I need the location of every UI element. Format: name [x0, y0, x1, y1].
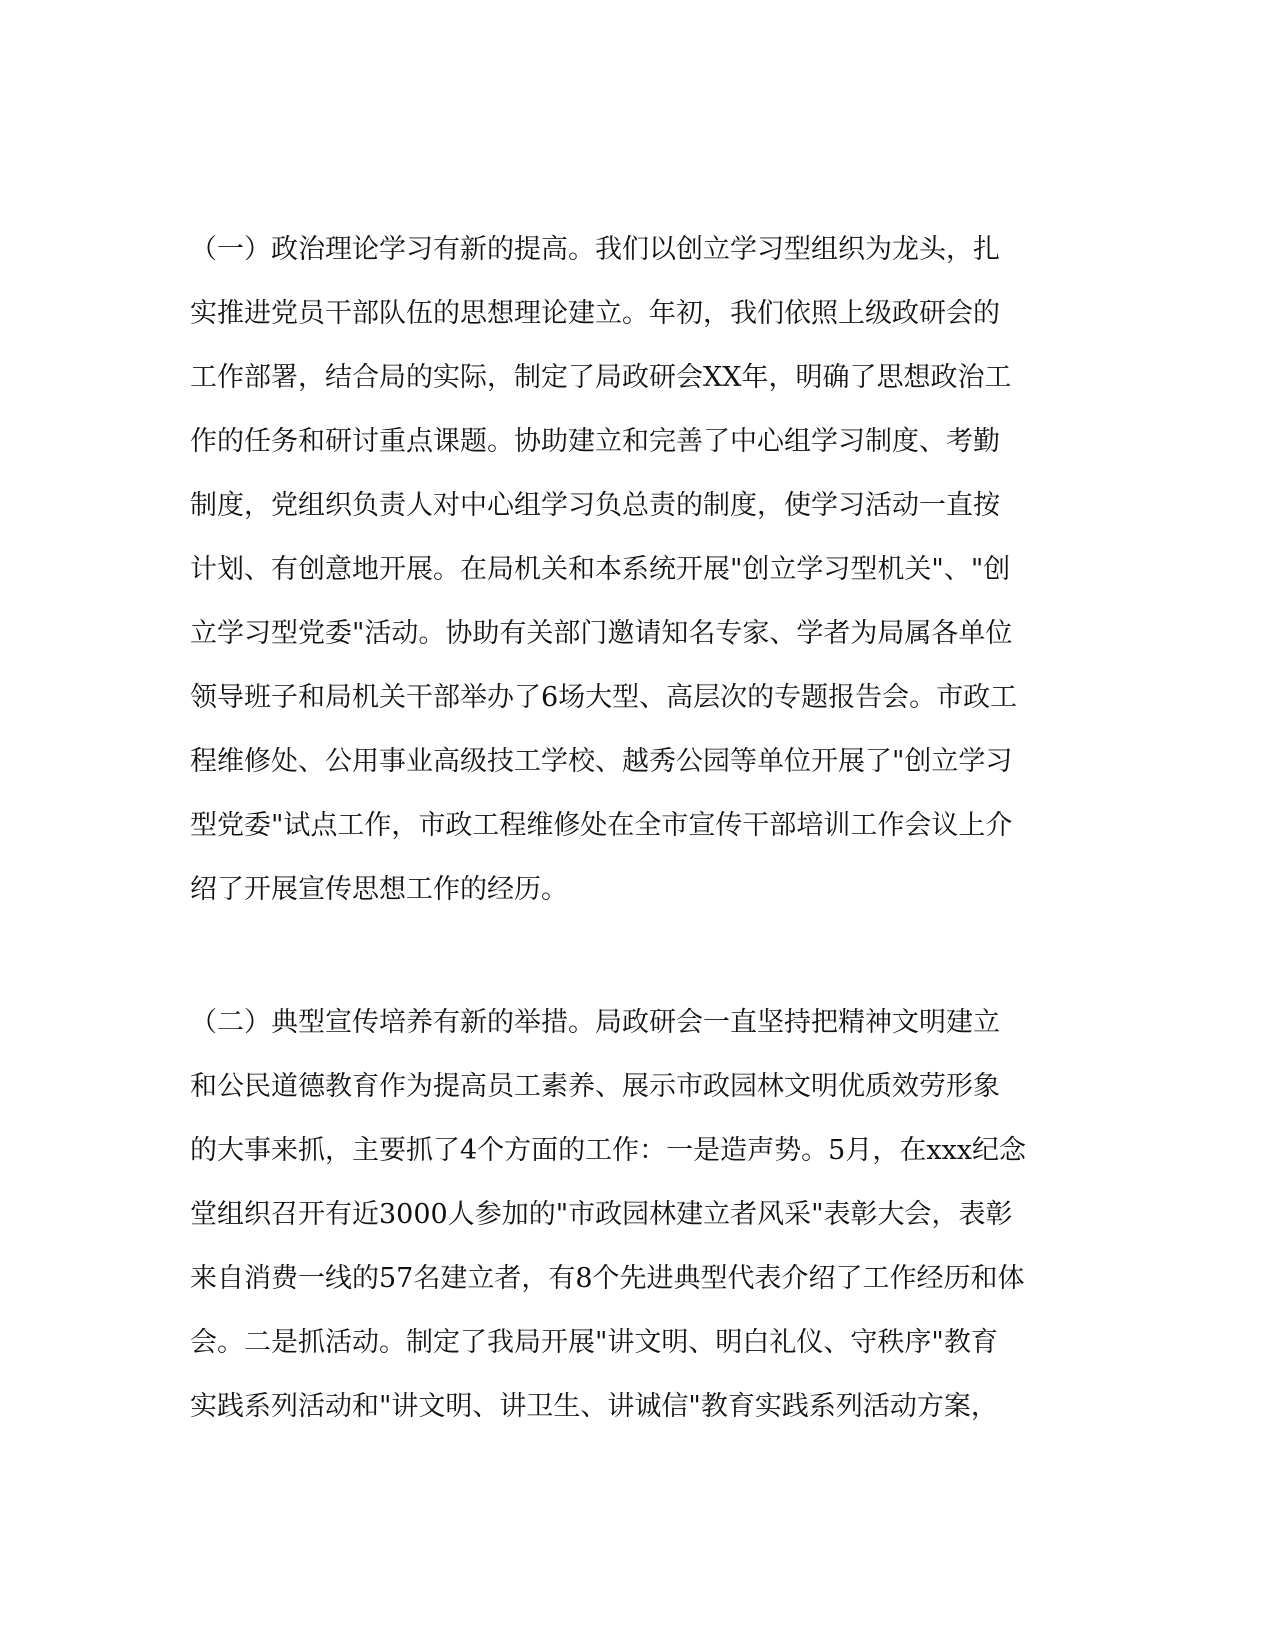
text-line: 会。二是抓活动。制定了我局开展"讲文明、明白礼仪、守秩序"教育 — [190, 1327, 998, 1358]
text-line: 程维修处、公用事业高级技工学校、越秀公园等单位开展了"创立学习 — [190, 746, 1013, 777]
text-line: 的大事来抓，主要抓了4个方面的工作：一是造声势。5月，在xxx纪念 — [190, 1135, 1027, 1166]
text-line: （一）政治理论学习有新的提高。我们以创立学习型组织为龙头，扎 — [190, 234, 1000, 265]
text-line: 领导班子和局机关干部举办了6场大型、高层次的专题报告会。市政工 — [190, 682, 1018, 713]
text-line: 作的任务和研讨重点课题。协助建立和完善了中心组学习制度、考勤 — [190, 426, 1000, 457]
text-line: 堂组织召开有近3000人参加的"市政园林建立者风采"表彰大会，表彰 — [190, 1199, 1013, 1230]
text-line: 制度，党组织负责人对中心组学习负总责的制度，使学习活动一直按 — [190, 490, 1000, 521]
text-line: 工作部署，结合局的实际，制定了局政研会XX年，明确了思想政治工 — [190, 362, 1012, 393]
text-line: 来自消费一线的57名建立者，有8个先进典型代表介绍了工作经历和体 — [190, 1263, 1025, 1294]
text-line: 实推进党员干部队伍的思想理论建立。年初，我们依照上级政研会的 — [190, 298, 1000, 329]
text-line: 立学习型党委"活动。协助有关部门邀请知名专家、学者为局属各单位 — [190, 618, 1013, 649]
text-line: 实践系列活动和"讲文明、讲卫生、讲诚信"教育实践系列活动方案， — [190, 1391, 998, 1422]
text-line: 绍了开展宣传思想工作的经历。 — [190, 874, 568, 905]
text-line: （二）典型宣传培养有新的举措。局政研会一直坚持把精神文明建立 — [190, 1007, 1000, 1038]
text-line: 计划、有创意地开展。在局机关和本系统开展"创立学习型机关"、"创 — [190, 554, 1011, 585]
paragraph-political-theory — [190, 218, 1090, 922]
text-line: 型党委"试点工作，市政工程维修处在全市宣传干部培训工作会议上介 — [190, 810, 1013, 841]
paragraph-typical-publicity — [190, 991, 1090, 1439]
text-line: 和公民道德教育作为提高员工素养、展示市政园林文明优质效劳形象 — [190, 1071, 1000, 1102]
